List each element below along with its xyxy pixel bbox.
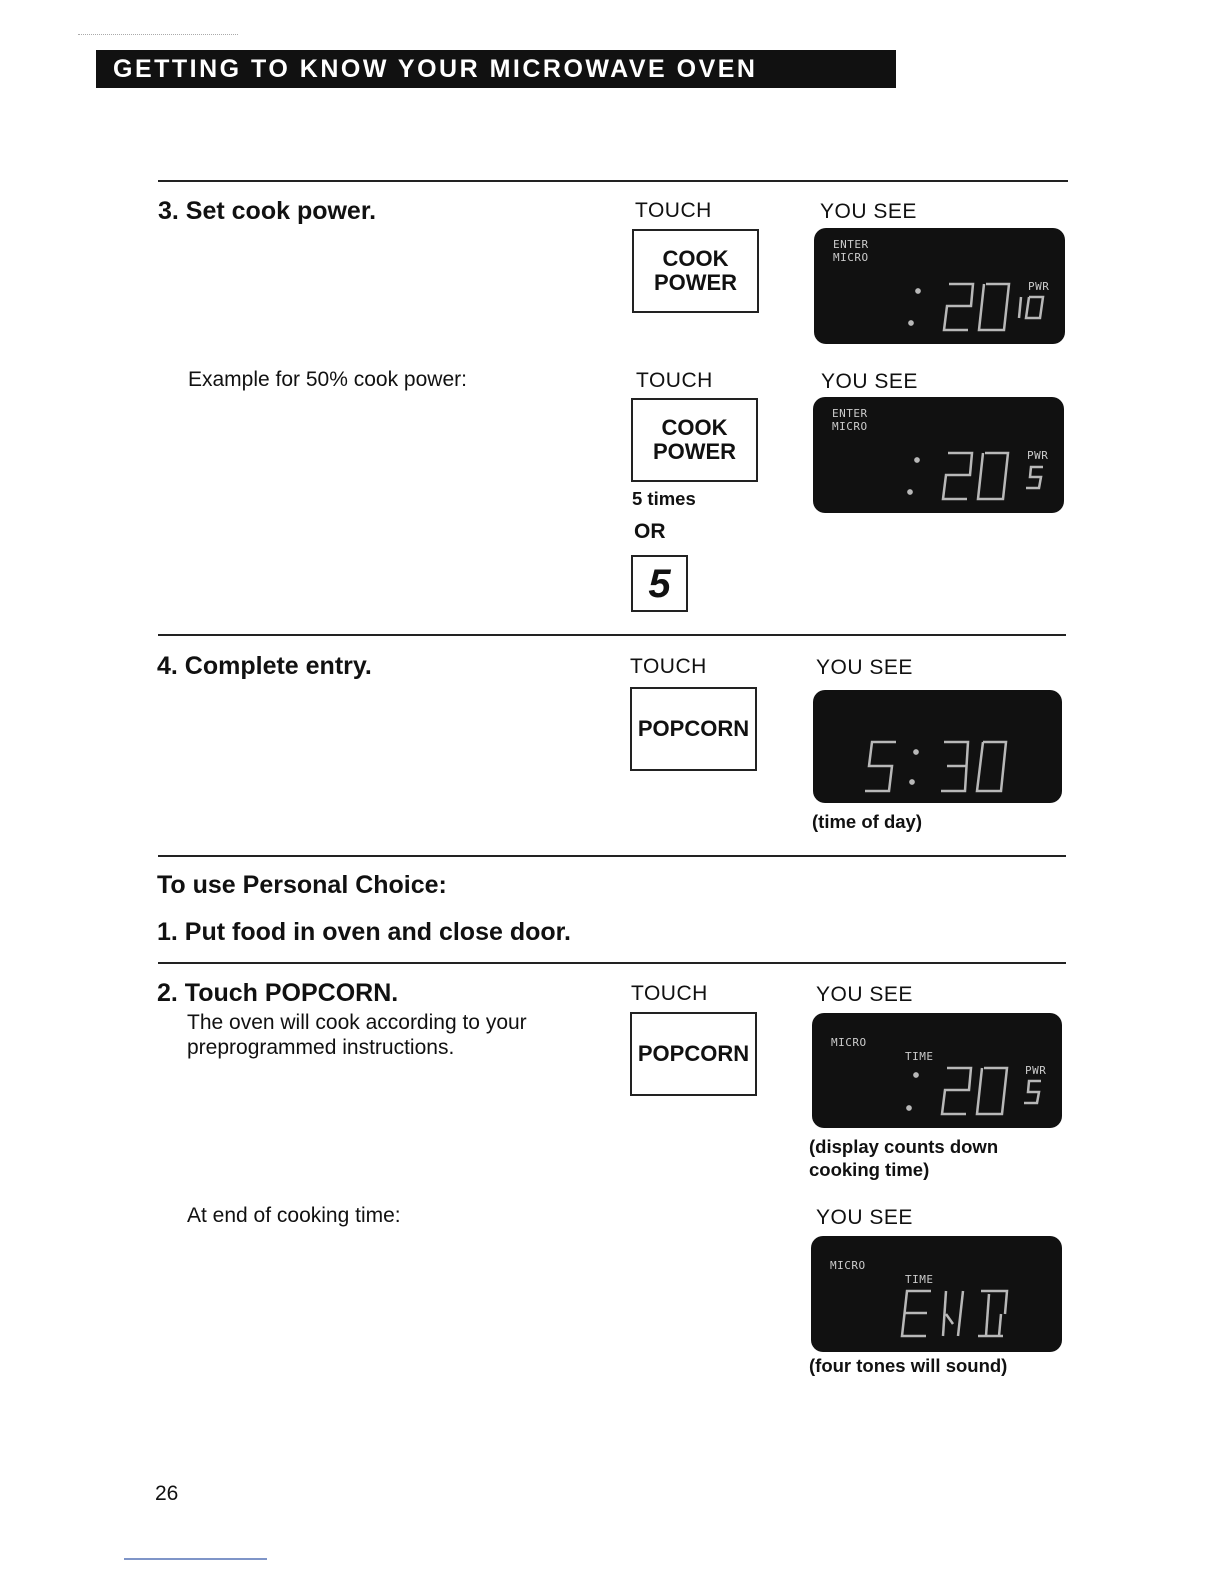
enter-indicator: ENTER xyxy=(833,238,869,251)
time-indicator: TIME xyxy=(905,1273,934,1286)
display-panel xyxy=(811,1236,1062,1352)
you-see-label: YOU SEE xyxy=(821,370,918,393)
cook-power-key[interactable] xyxy=(632,229,759,313)
example-text: Example for 50% cook power: xyxy=(188,368,467,391)
display-panel xyxy=(814,228,1065,344)
times-note: 5 times xyxy=(632,488,696,509)
countdown-caption-line1: (display counts down xyxy=(809,1136,999,1157)
seven-segment-readout xyxy=(813,690,1062,803)
or-label: OR xyxy=(634,520,666,543)
popcorn-key[interactable]: POPCORN xyxy=(630,687,757,771)
divider xyxy=(158,634,1066,636)
key-label-line1: COOK xyxy=(662,246,729,271)
touch-label: TOUCH xyxy=(630,655,707,678)
divider xyxy=(158,180,1068,182)
seven-segment-readout xyxy=(812,1013,1062,1128)
scan-artifact-line xyxy=(124,1558,267,1560)
you-see-label: YOU SEE xyxy=(816,1206,913,1229)
touch-label: TOUCH xyxy=(636,369,713,392)
display-panel xyxy=(812,1013,1062,1128)
micro-indicator: MICRO xyxy=(833,251,869,264)
seven-segment-readout xyxy=(811,1236,1062,1352)
step-4-title: 4. Complete entry. xyxy=(157,652,372,680)
display-panel xyxy=(813,690,1062,803)
divider xyxy=(158,855,1066,857)
time-indicator: TIME xyxy=(905,1050,934,1063)
end-of-cooking-text: At end of cooking time: xyxy=(187,1204,401,1227)
countdown-caption-line2: cooking time) xyxy=(809,1159,930,1180)
micro-indicator: MICRO xyxy=(831,1036,867,1049)
personal-step-1: 1. Put food in oven and close door. xyxy=(157,918,571,946)
display-panel xyxy=(813,397,1064,513)
key-label-line2: POWER xyxy=(652,439,737,464)
personal-step-2-title: 2. Touch POPCORN. xyxy=(157,979,399,1007)
page-number: 26 xyxy=(155,1482,179,1505)
step-2-description-line2: preprogrammed instructions. xyxy=(187,1036,455,1059)
pwr-indicator: PWR xyxy=(1025,1064,1047,1077)
scan-artifact-line xyxy=(78,34,238,35)
time-of-day-caption: (time of day) xyxy=(812,811,922,832)
you-see-label: YOU SEE xyxy=(820,200,917,223)
cook-power-key[interactable] xyxy=(631,398,758,482)
touch-label: TOUCH xyxy=(635,199,712,222)
pwr-indicator: PWR xyxy=(1027,449,1049,462)
micro-indicator: MICRO xyxy=(830,1259,866,1272)
popcorn-key[interactable]: POPCORN xyxy=(630,1012,757,1096)
pwr-indicator: PWR xyxy=(1028,280,1050,293)
touch-label: TOUCH xyxy=(631,982,708,1005)
divider xyxy=(158,962,1066,964)
seven-segment-readout xyxy=(814,228,1065,344)
seven-segment-readout xyxy=(813,397,1064,513)
micro-indicator: MICRO xyxy=(832,420,868,433)
step-3-title: 3. Set cook power. xyxy=(158,197,377,225)
you-see-label: YOU SEE xyxy=(816,656,913,679)
enter-indicator: ENTER xyxy=(832,407,868,420)
section-banner: GETTING TO KNOW YOUR MICROWAVE OVEN xyxy=(96,50,896,88)
step-2-description-line1: The oven will cook according to your xyxy=(187,1011,527,1034)
number-5-key[interactable]: 5 xyxy=(631,555,688,612)
personal-choice-heading: To use Personal Choice: xyxy=(157,871,447,899)
key-label-line2: POWER xyxy=(653,270,738,295)
tones-caption: (four tones will sound) xyxy=(809,1355,1008,1376)
you-see-label: YOU SEE xyxy=(816,983,913,1006)
key-label-line1: COOK xyxy=(661,415,728,440)
